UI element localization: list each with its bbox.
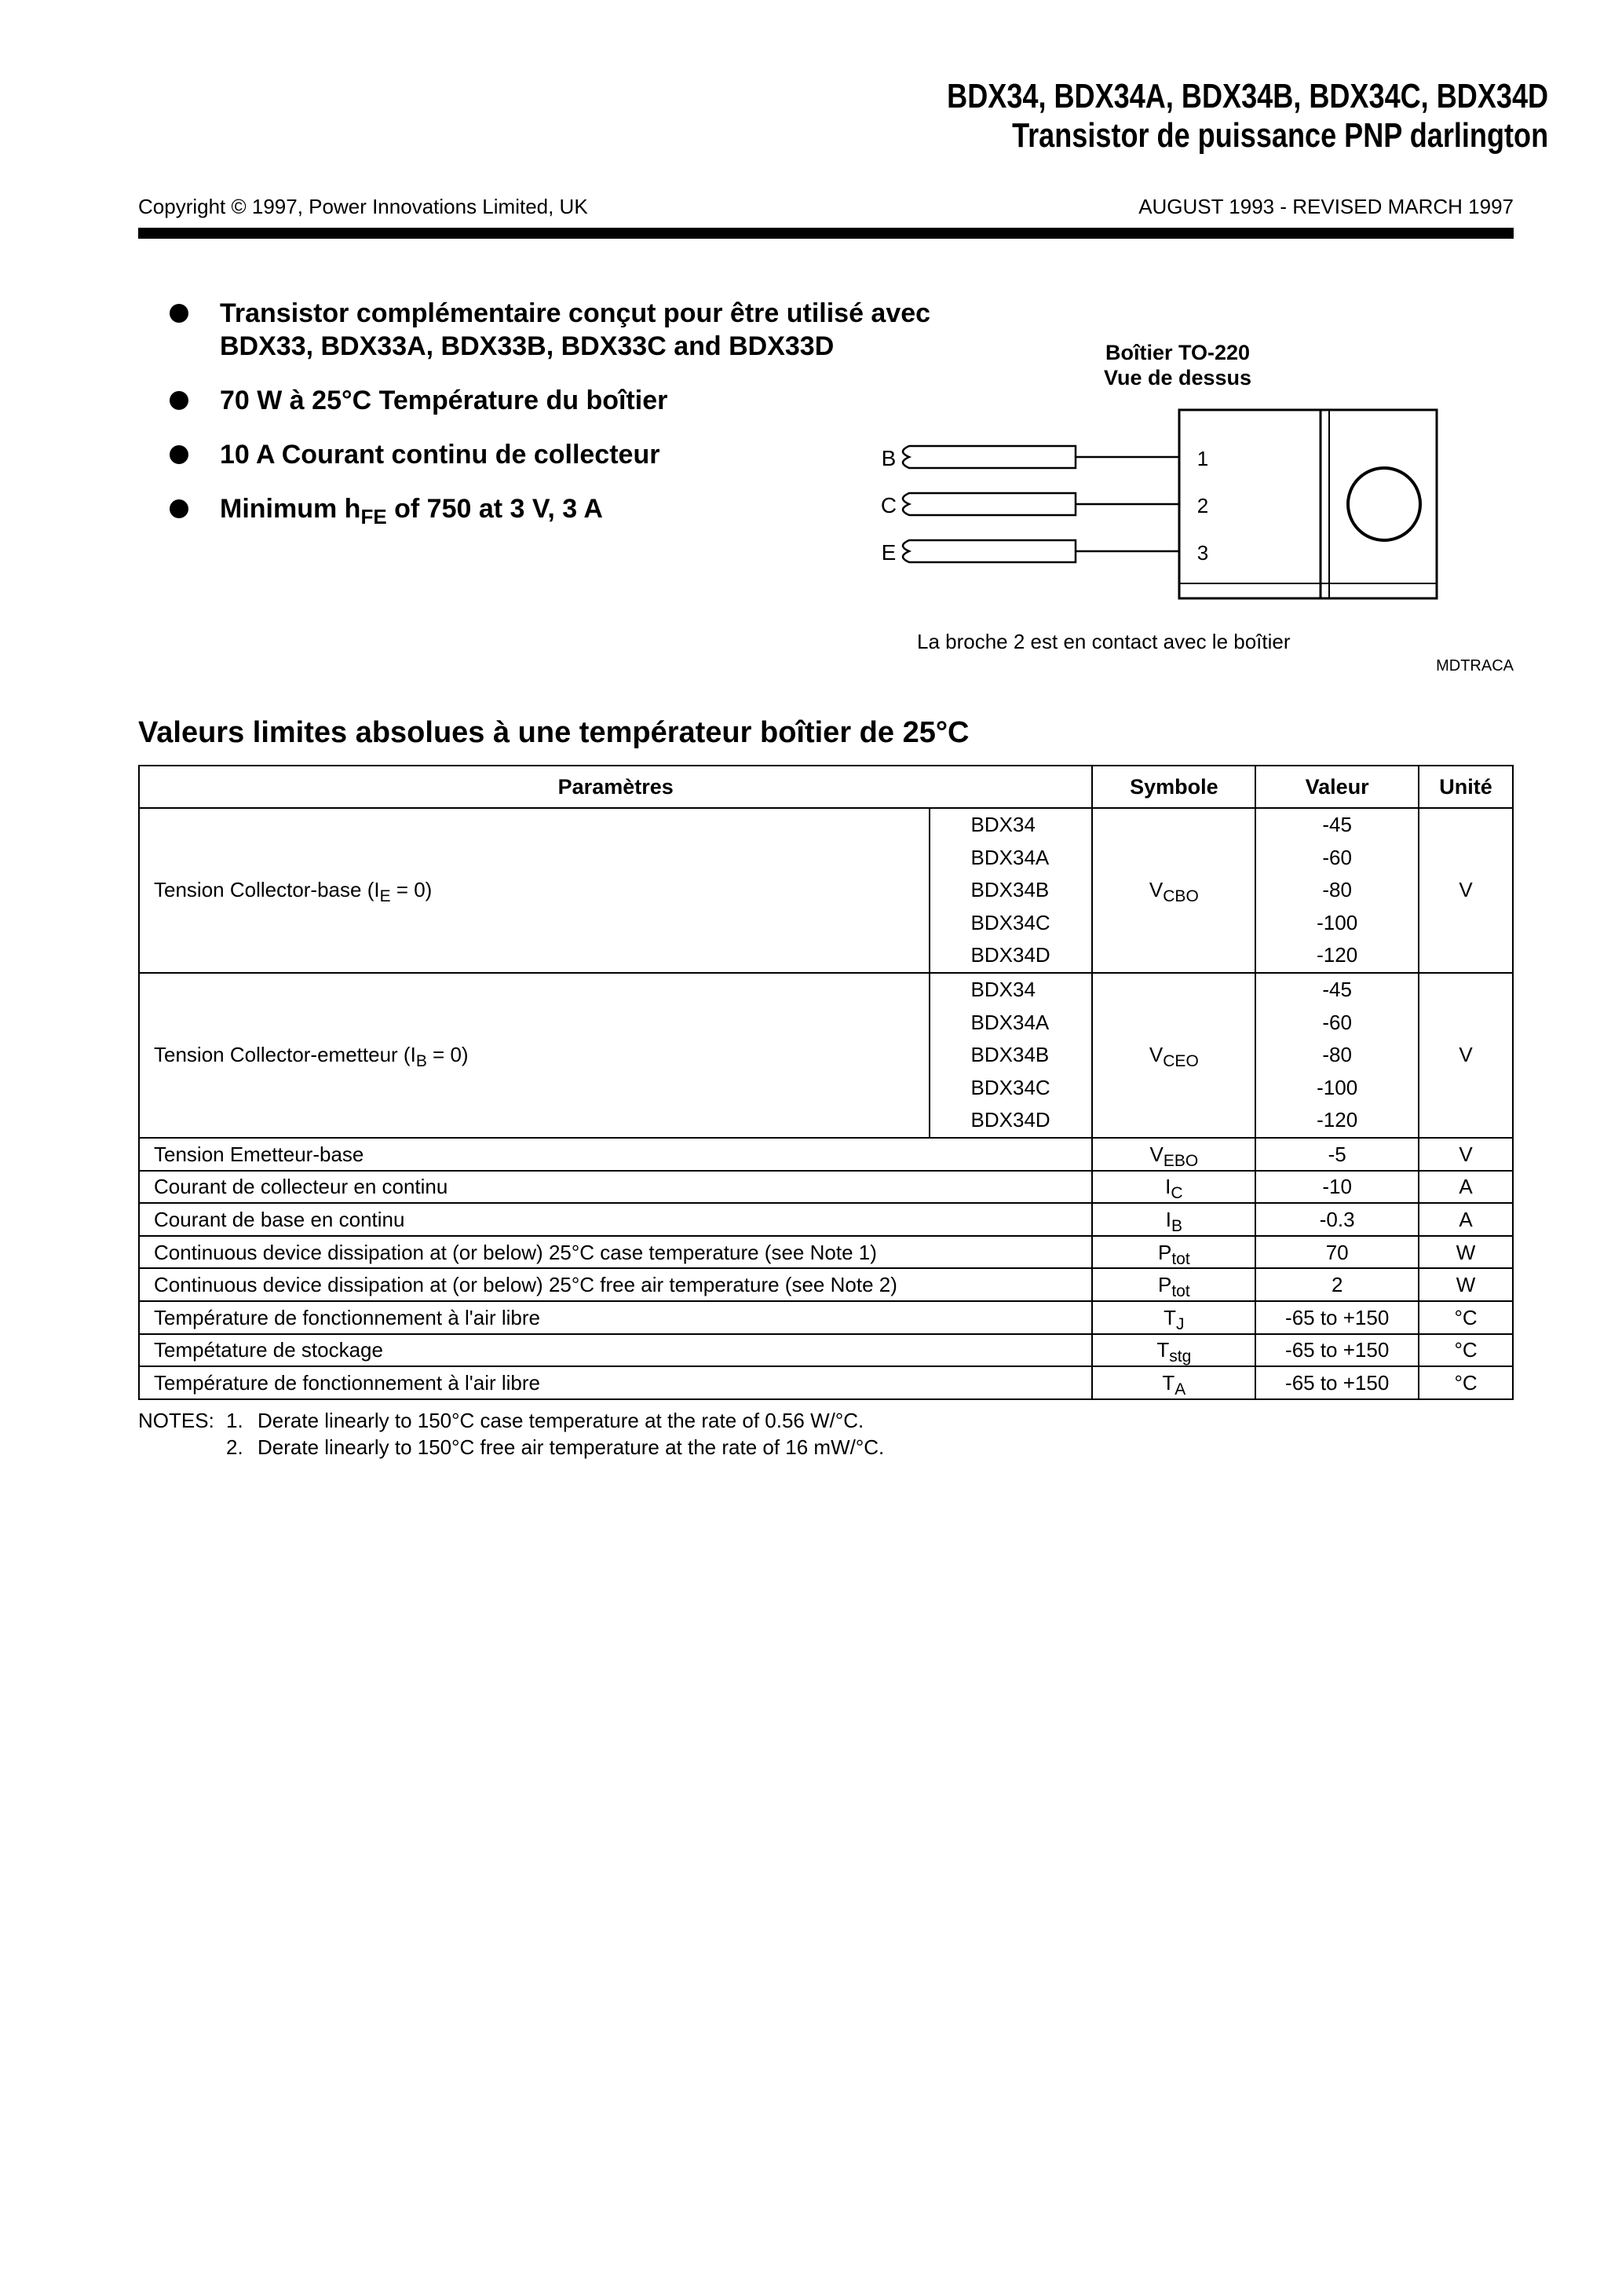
lead-e <box>903 540 1179 562</box>
value-list: -45 -60 -80 -100 -120 <box>1255 973 1419 1138</box>
title-part-numbers: BDX34, BDX34A, BDX34B, BDX34C, BDX34D <box>947 77 1548 115</box>
notes-block <box>138 1407 884 1461</box>
bullet-icon <box>170 304 188 323</box>
package-subtitle: Vue de dessus <box>1103 366 1252 389</box>
figure-code: MDTRACA <box>1436 657 1514 675</box>
document-title <box>815 77 1548 155</box>
table-row <box>139 973 1513 1138</box>
device-list: BDX34 BDX34A BDX34B BDX34C BDX34D <box>930 808 1093 973</box>
table-header-row <box>139 766 1513 808</box>
title-description: Transistor de puissance PNP darlington <box>1011 116 1548 155</box>
bullet-icon <box>170 499 188 518</box>
table-row <box>139 808 1513 973</box>
absolute-maximum-ratings-table <box>138 765 1514 1400</box>
table-row: Température de fonctionnement à l'air libre $T_A$ -65 to +150 °C <box>139 1366 1513 1399</box>
symbol-cell: $V_{CBO}$ <box>1092 808 1255 973</box>
pin-number: 3 <box>1196 541 1209 565</box>
lead-c <box>903 493 1179 515</box>
table-row: Température de fonctionnement à l'air libre $T_J$ -65 to +150 °C <box>139 1301 1513 1334</box>
revision-date: AUGUST 1993 - REVISED MARCH 1997 <box>1138 195 1514 218</box>
table-row: Tempétature de stockage $T_{stg}$ -65 to +150 °C <box>139 1334 1513 1367</box>
pin-letter: B <box>881 446 897 470</box>
bullet-icon <box>170 445 188 464</box>
ratings-section-title: Valeurs limites absolues à une températeur boîtier de 25°C <box>138 716 970 749</box>
pin-letter: E <box>881 540 897 565</box>
bullet-icon <box>170 391 188 410</box>
note-item: 2. Derate linearly to 150°C free air temperature at the rate of 16 mW/°C. <box>226 1435 885 1459</box>
header-parameters: Paramètres <box>139 766 1092 808</box>
device-list: BDX34 BDX34A BDX34B BDX34C BDX34D <box>930 973 1093 1138</box>
package-title: Boîtier TO-220 <box>1105 341 1251 364</box>
param-cell: Tension Collector-emetteur $(I_B = 0)$ <box>139 973 930 1138</box>
unit-cell: V <box>1419 808 1513 973</box>
table-row: Tension Emetteur-base $V_{EBO}$ -5 V <box>139 1138 1513 1171</box>
header-value: Valeur <box>1255 766 1419 808</box>
header-rule <box>138 228 1514 239</box>
to220-package-diagram <box>879 338 1523 683</box>
notes-label: NOTES: <box>138 1409 214 1432</box>
feature-item: 10 A Courant continu de collecteur <box>170 438 955 471</box>
header-row <box>138 195 1514 221</box>
header-unit: Unité <box>1419 766 1513 808</box>
header-symbol: Symbole <box>1092 766 1255 808</box>
table-row: Courant de collecteur en continu $I_C$ -10 A <box>139 1171 1513 1204</box>
table-row: Continuous device dissipation at (or below) 25°C free air temperature (see Note 2) $P_{tot}$ 2 W <box>139 1268 1513 1301</box>
copyright-text: Copyright © 1997, Power Innovations Limited, UK <box>138 195 588 218</box>
pin-letter: C <box>880 493 897 517</box>
package-caption: La broche 2 est en contact avec le boîtier <box>917 630 1291 653</box>
table-row: Courant de base en continu $I_B$ -0.3 A <box>139 1203 1513 1236</box>
feature-list <box>170 297 955 547</box>
param-cell: Tension Collector-base $(I_E = 0)$ <box>139 808 930 973</box>
feature-item: Transistor complémentaire conçut pour être utilisé avec BDX33, BDX33A, BDX33B, BDX33C and BDX33D <box>170 297 963 363</box>
feature-item: Minimum $h_{FE}$ of 750 at 3 V, 3 A <box>170 492 955 525</box>
table-row: Continuous device dissipation at (or below) 25°C case temperature (see Note 1) $P_{tot}$ 70 W <box>139 1236 1513 1269</box>
pin-number: 2 <box>1196 494 1209 517</box>
note-item: NOTES: 1. Derate linearly to 150°C case temperature at the rate of 0.56 W/°C. <box>138 1409 864 1432</box>
symbol-cell: $V_{CEO}$ <box>1092 973 1255 1138</box>
pin-number: 1 <box>1196 447 1209 470</box>
value-list: -45 -60 -80 -100 -120 <box>1255 808 1419 973</box>
unit-cell: V <box>1419 973 1513 1138</box>
feature-item: 70 W à 25°C Température du boîtier <box>170 384 955 417</box>
lead-b <box>903 446 1179 468</box>
